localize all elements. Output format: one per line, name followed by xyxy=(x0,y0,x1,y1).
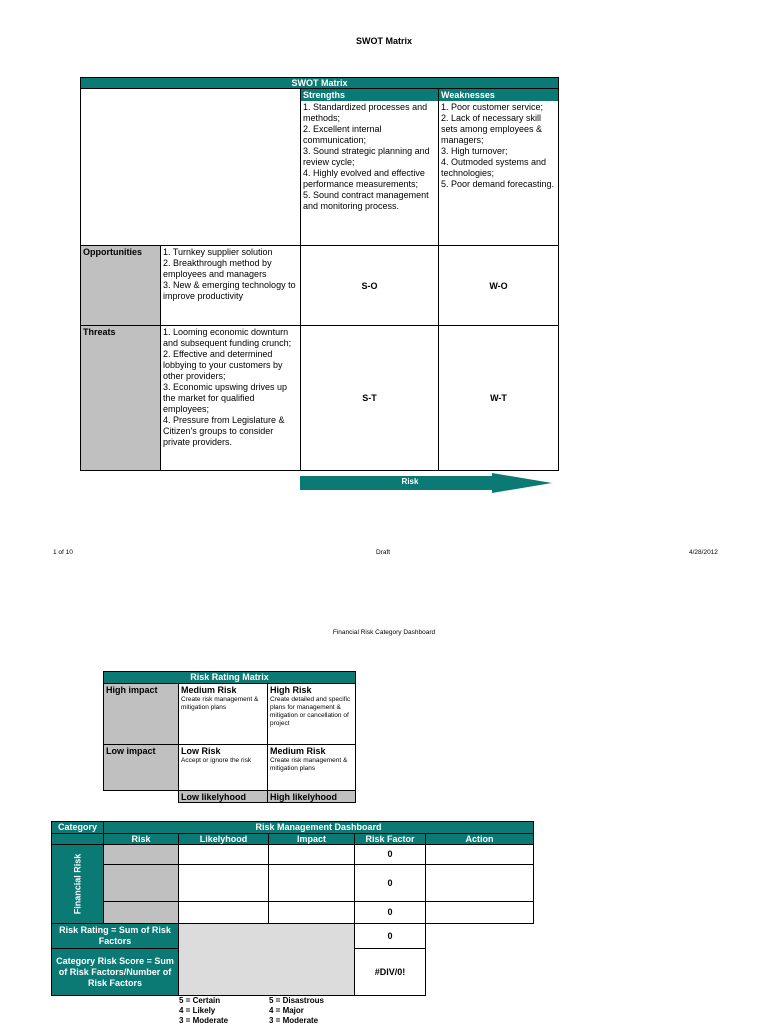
high-likelyhood-label: High likelyhood xyxy=(267,790,356,803)
low-likelyhood-label: Low likelyhood xyxy=(178,790,268,803)
impact-input-1[interactable] xyxy=(268,844,355,865)
footer-date: 4/28/2012 xyxy=(689,549,718,556)
likelyhood-input-3[interactable] xyxy=(178,901,269,924)
low-impact-label: Low impact xyxy=(103,744,179,791)
impact-legend-item: 4 = Major xyxy=(269,1006,304,1015)
high-risk-title: High Risk xyxy=(270,685,312,695)
action-input-3[interactable] xyxy=(425,901,534,924)
likelyhood-legend-item: 3 = Moderate xyxy=(179,1016,229,1025)
low-risk-title: Low Risk xyxy=(181,746,221,756)
risk-arrow xyxy=(300,473,554,493)
impact-input-3[interactable] xyxy=(268,901,355,924)
summary-blank xyxy=(178,923,355,996)
strengths-cell xyxy=(300,88,439,246)
col-risk: Risk xyxy=(103,833,179,845)
swot-page-title: SWOT Matrix xyxy=(355,36,412,46)
dashboard-title: Risk Management Dashboard xyxy=(103,821,534,834)
swot-table-header: SWOT Matrix xyxy=(80,77,559,89)
risk-rating-matrix-header: Risk Rating Matrix xyxy=(103,671,356,684)
col-likelyhood: Likelyhood xyxy=(178,833,269,845)
risk-input-1[interactable] xyxy=(103,844,179,865)
wt-cell: W-T xyxy=(438,325,559,471)
likelyhood-legend xyxy=(179,996,228,1026)
high-risk-text: Create detailed and specific plans for management & mitigation or cancellation of project xyxy=(270,696,351,727)
category-score-value: #DIV/0! xyxy=(354,948,426,996)
col-impact: Impact xyxy=(268,833,355,845)
risk-rating-label: Risk Rating = Sum of Risk Factors xyxy=(51,923,179,949)
medium-risk-title-1: Medium Risk xyxy=(181,685,237,695)
threats-text: 1. Looming economic downturn and subsequent funding crunch; 2. Effective and determined lobbying to your customers by other providers; 3. Economic upswing drives up the market for qualified employees; 4. Pressure from Legislature & Citizen's groups to consider private providers. xyxy=(160,325,301,471)
category-header: Category xyxy=(51,821,104,834)
impact-legend-item: 3 = Moderate xyxy=(269,1016,319,1025)
col-action: Action xyxy=(425,833,534,845)
medium-risk-text-2: Create risk management & mitigation plans xyxy=(270,757,348,772)
risk-dashboard xyxy=(51,821,534,999)
threats-label: Threats xyxy=(80,325,161,471)
weaknesses-cell xyxy=(438,88,559,246)
likelyhood-legend-item: 5 = Certain xyxy=(179,996,221,1005)
action-input-2[interactable] xyxy=(425,864,534,902)
likelyhood-legend-item: 4 = Likely xyxy=(179,1006,216,1015)
financial-risk-label: Financial Risk xyxy=(72,853,82,915)
risk-rating-value: 0 xyxy=(354,923,426,949)
swot-table xyxy=(80,77,559,471)
risk-arrow-label: Risk xyxy=(401,477,419,486)
category-score-label: Category Risk Score = Sum of Risk Factors/Number of Risk Factors xyxy=(51,948,179,996)
page-title xyxy=(0,36,768,46)
risk-input-3[interactable] xyxy=(103,901,179,924)
medium-risk-cell-2 xyxy=(267,744,356,791)
impact-legend-item: 5 = Disastrous xyxy=(269,996,324,1005)
risk-rating-matrix xyxy=(103,671,356,803)
financial-risk-category xyxy=(51,844,104,924)
high-risk-cell xyxy=(267,683,356,745)
likelyhood-input-1[interactable] xyxy=(178,844,269,865)
high-impact-label: High impact xyxy=(103,683,179,745)
risk-input-2[interactable] xyxy=(103,864,179,902)
low-risk-cell xyxy=(178,744,268,791)
opportunities-text: 1. Turnkey supplier solution 2. Breakthrough method by employees and managers 3. New & emerging technology to improve productivity xyxy=(160,245,301,326)
low-risk-text: Accept or ignore the risk xyxy=(181,757,252,764)
footer-page: 1 of 10 xyxy=(53,549,73,556)
weaknesses-text: 1. Poor customer service; 2. Lack of necessary skill sets among employees & managers; 3. High turnover; 4. Outmoded systems and technologies; 5. Poor demand forecasting. xyxy=(441,102,555,189)
action-input-1[interactable] xyxy=(425,844,534,865)
weaknesses-label: Weaknesses xyxy=(439,89,558,101)
so-cell: S-O xyxy=(300,245,439,326)
risk-factor-1: 0 xyxy=(354,844,426,865)
opportunities-label: Opportunities xyxy=(80,245,161,326)
strengths-text: 1. Standardized processes and methods; 2. Excellent internal communication; 3. Sound strategic planning and review cycle; 4. Highly evolved and effective performance measurements; 5. Sound contract management and monitoring process. xyxy=(303,102,430,211)
dashboard-page-title: Financial Risk Category Dashboard xyxy=(332,629,436,636)
col-risk-factor: Risk Factor xyxy=(354,833,426,845)
wo-cell: W-O xyxy=(438,245,559,326)
medium-risk-cell-1 xyxy=(178,683,268,745)
likelyhood-input-2[interactable] xyxy=(178,864,269,902)
medium-risk-text-1: Create risk management & mitigation plans xyxy=(181,696,259,711)
risk-factor-2: 0 xyxy=(354,864,426,902)
st-cell: S-T xyxy=(300,325,439,471)
footer-status: Draft xyxy=(376,549,391,556)
impact-legend xyxy=(269,996,324,1026)
swot-empty-cell xyxy=(80,88,301,246)
strengths-label: Strengths xyxy=(301,89,438,101)
impact-input-2[interactable] xyxy=(268,864,355,902)
medium-risk-title-2: Medium Risk xyxy=(270,746,326,756)
risk-factor-3: 0 xyxy=(354,901,426,924)
